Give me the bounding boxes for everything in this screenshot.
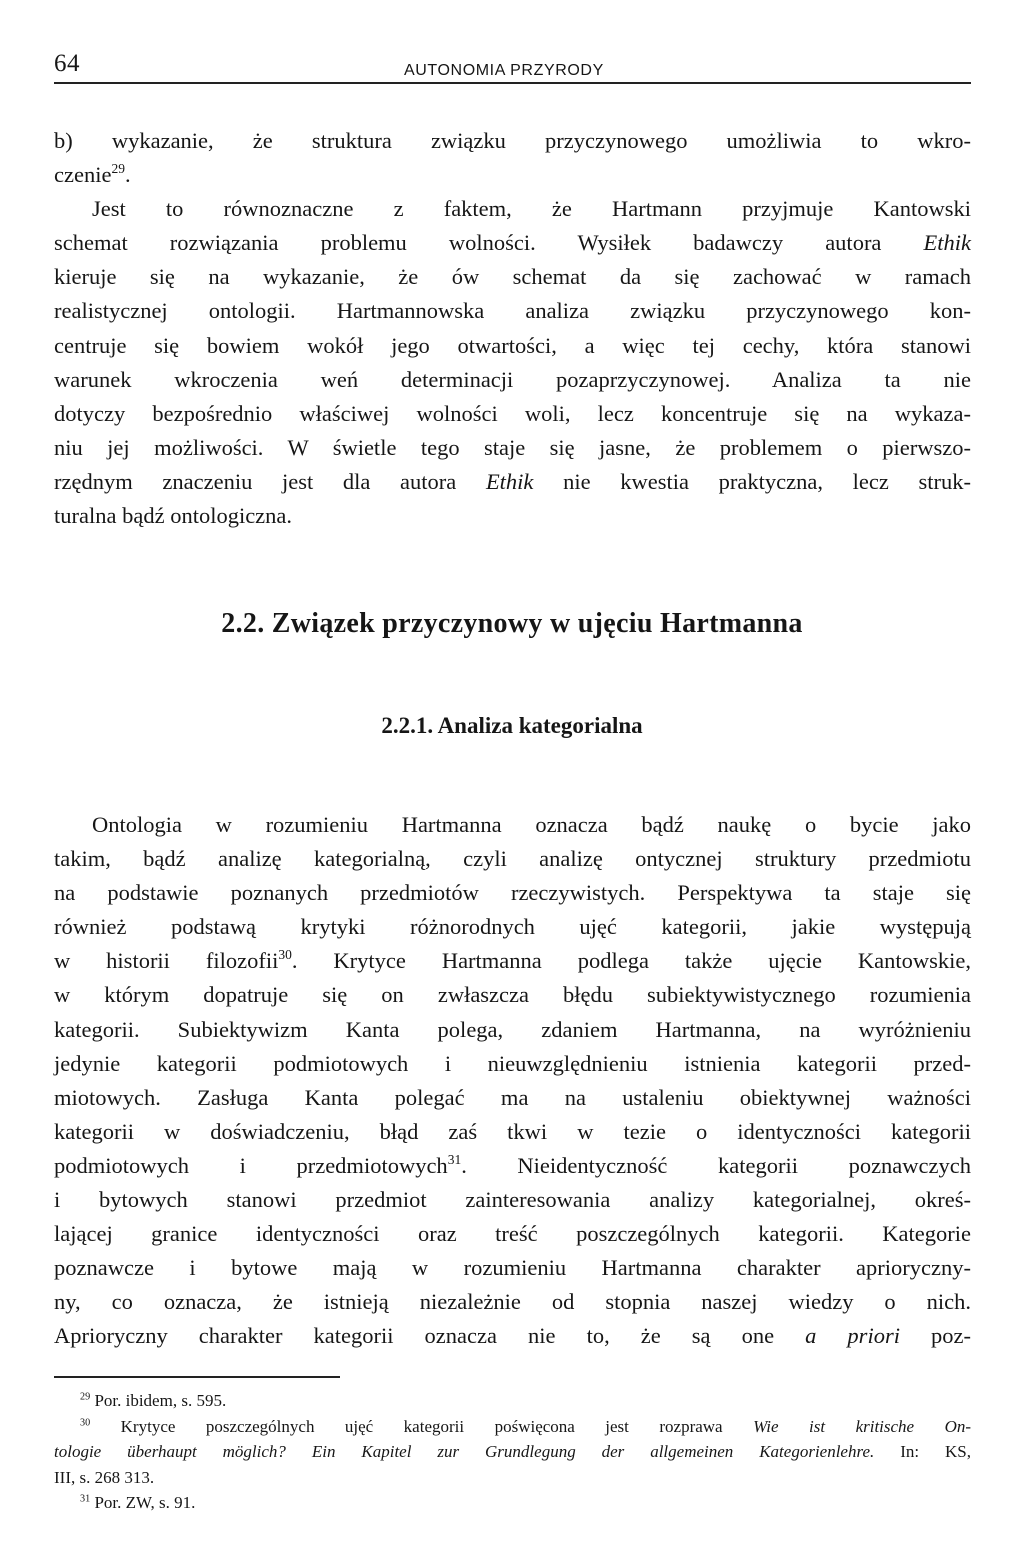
line-text: kieruje się na wykazanie, że ów schemat da się zachować w ramach — [54, 264, 971, 290]
text-line — [54, 876, 971, 910]
running-head — [54, 48, 971, 88]
line-text-after: . Krytyce Hartmanna podlega także ujęcie Kantowskie, — [291, 948, 972, 974]
text-line — [54, 1285, 971, 1319]
line-text: również podstawą krytyki różnorodnych ujęć kategorii, jakie występują — [54, 914, 971, 940]
paragraph-block-1 — [54, 124, 971, 533]
running-title: AUTONOMIA PRZYRODY — [404, 62, 604, 79]
text-line — [54, 1319, 971, 1353]
footnote-line — [54, 1414, 971, 1440]
text-line — [54, 363, 971, 397]
footnote-mark: 30 — [80, 1416, 91, 1428]
text-line — [54, 1149, 971, 1183]
line-text: warunek wkroczenia weń determinacji pozaprzyczynowej. Analiza ta nie — [54, 366, 971, 392]
footnote-ref: 29 — [111, 161, 125, 177]
text-line — [54, 192, 971, 226]
line-text: centruje się bowiem wokół jego otwartości, a więc tej cechy, która stanowi — [54, 332, 971, 358]
italic-title: Wie ist kritische On- — [753, 1416, 972, 1436]
italic-title: Ethik — [923, 230, 971, 256]
text-line — [54, 329, 971, 363]
paragraph-block-2 — [54, 808, 971, 1354]
text-line — [54, 1183, 971, 1217]
text-line — [54, 1115, 971, 1149]
line-text: miotowych. Zasługa Kanta polegać ma na ustaleniu obiektywnej ważności — [54, 1084, 971, 1110]
line-text: dotyczy bezpośrednio właściwej wolności woli, lecz koncentruje się na wykaza- — [54, 400, 971, 426]
text-line — [54, 397, 971, 431]
line-text: poznawcze i bytowe mają w rozumieniu Hartmanna charakter aprioryczny- — [54, 1255, 971, 1281]
line-text: Ontologia w rozumieniu Hartmanna oznacza bądź naukę o bycie jako — [92, 812, 971, 837]
line-text: w którym dopatruje się on zwłaszcza błędu subiektywistycznego rozumienia — [54, 982, 971, 1008]
line-text: realistycznej ontologii. Hartmannowska analiza związku przyczynowego kon- — [54, 298, 971, 324]
line-text: podmiotowych i przedmiotowych — [54, 1152, 448, 1178]
line-text: b) wykazanie, że struktura związku przyczynowego umożliwia to wkro- — [54, 128, 971, 153]
footnote-mark: 29 — [80, 1391, 91, 1403]
line-text: na podstawie poznanych przedmiotów rzeczywistych. Perspektywa ta staje się — [54, 880, 971, 906]
line-text: i bytowych stanowi przedmiot zainteresowania analizy kategorialnej, okreś- — [54, 1187, 971, 1213]
line-text: Aprioryczny charakter kategorii oznacza nie to, że są one — [54, 1323, 806, 1349]
line-text: kategorii w doświadczeniu, błąd zaś tkwi w tezie o identyczności kategorii — [54, 1118, 971, 1144]
text-line — [54, 1047, 971, 1081]
text-line — [54, 124, 971, 158]
line-text: czenie — [54, 162, 112, 188]
line-text: turalna bądź ontologiczna. — [54, 503, 293, 529]
line-text: niu jej możliwości. W świetle tego staje się jasne, że problemem o pierwszo- — [54, 434, 971, 460]
italic-title: Ethik — [485, 468, 534, 494]
line-text-after: In: KS, — [874, 1442, 971, 1461]
text-line — [54, 1217, 971, 1251]
line-text: ny, co oznacza, że istnieją niezależnie od stopnia naszej wiedzy o nich. — [54, 1289, 971, 1315]
line-text-after: poz- — [899, 1323, 971, 1349]
footnote-mark: 31 — [80, 1493, 91, 1505]
line-text: Jest to równoznaczne z faktem, że Hartmann przyjmuje Kantowski — [92, 196, 971, 222]
text-line — [54, 158, 971, 192]
line-text: kategorii. Subiektywizm Kanta polega, zdaniem Hartmanna, na wyróżnieniu — [54, 1016, 971, 1042]
line-text-after: nie kwestia praktyczna, lecz struk- — [533, 468, 971, 494]
footnote-line — [54, 1465, 971, 1491]
text-line — [54, 226, 971, 260]
header-rule — [54, 82, 971, 84]
text-line — [54, 260, 971, 294]
footnote-ref: 30 — [278, 947, 292, 963]
footnote-ref: 31 — [447, 1152, 462, 1168]
page-number: 64 — [54, 50, 80, 77]
text-line — [54, 465, 971, 499]
line-text: Krytyce poszczególnych ujęć kategorii poświęcona jest rozprawa — [120, 1416, 754, 1436]
footnote-line — [54, 1388, 971, 1414]
line-text-after: . Nieidentyczność kategorii poznawczych — [461, 1152, 972, 1178]
text-line — [54, 842, 971, 876]
text-line — [54, 808, 971, 842]
footnote-line — [54, 1439, 971, 1465]
line-text: takim, bądź analizę kategorialną, czyli analizę ontycznej struktury przedmiotu — [54, 846, 971, 872]
text-line — [54, 944, 971, 978]
line-text: w historii filozofii — [54, 948, 279, 974]
footnotes — [54, 1388, 971, 1516]
line-text: lającej granice identyczności oraz treść poszczególnych kategorii. Kategorie — [54, 1221, 971, 1247]
text-line — [54, 431, 971, 465]
text-line — [54, 1251, 971, 1285]
text-line — [54, 499, 971, 533]
footnote-line — [54, 1490, 971, 1516]
italic-title: tologie überhaupt möglich? Ein Kapitel zur Grundlegung der allgemeinen Kategorienlehre. — [54, 1442, 875, 1461]
line-text: rzędnym znaczeniu jest dla autora — [54, 468, 486, 494]
footnote-rule — [54, 1376, 340, 1378]
text-line — [54, 910, 971, 944]
line-text: schemat rozwiązania problemu wolności. Wysiłek badawczy autora — [54, 230, 924, 256]
italic-title: a priori — [805, 1323, 900, 1349]
text-line — [54, 1013, 971, 1047]
section-heading: 2.2. Związek przyczynowy w ujęciu Hartmanna — [221, 608, 803, 639]
text-line — [54, 294, 971, 328]
line-text: III, s. 268 313. — [54, 1467, 155, 1487]
line-text: Por. ZW, s. 91. — [94, 1493, 196, 1512]
text-line — [54, 1081, 971, 1115]
text-line — [54, 978, 971, 1012]
subsection-heading: 2.2.1. Analiza kategorialna — [381, 713, 643, 738]
line-text-after: . — [124, 162, 131, 188]
line-text: jedynie kategorii podmiotowych i nieuwzględnieniu istnienia kategorii przed- — [54, 1050, 971, 1076]
line-text: Por. ibidem, s. 595. — [94, 1391, 227, 1410]
